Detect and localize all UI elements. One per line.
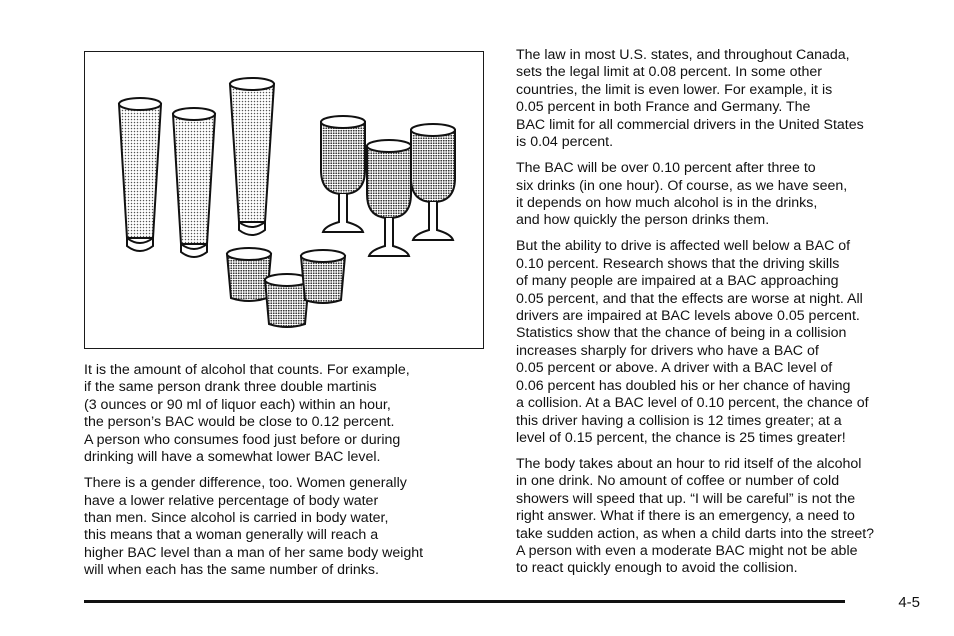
beer-glass-1 (119, 98, 161, 251)
paragraph-gender-difference: There is a gender difference, too. Women generally have a lower relative percentage of body water than men. Since alcohol is carried in body water, this means that a woman generally will reach a higher BAC level than a man of her same body weight will when each has the same number of drinks. (84, 475, 424, 579)
paragraph-driving-impairment: But the ability to drive is affected well below a BAC of 0.10 percent. Research shows that the driving skills of many people are impaired at a BAC approaching 0.05 percent, and that the effects are worse at night. All drivers are impaired at BAC levels above 0.05 percent. Statistics show that the chance of being in a collision increases sharply for drivers who have a BAC of 0.05 percent or above. A driver with a BAC level of 0.06 percent has doubled his or her chance of having a collision. At a BAC level of 0.10 percent, the chance of this driver having a collision is 12 times greater; at a level of 0.15 percent, the chance is 25 times greater! (516, 238, 869, 446)
left-text-column (84, 362, 484, 588)
paragraph-alcohol-amount: It is the amount of alcohol that counts. For example, if the same person drank three double martinis (3 ounces or 90 ml of liquor each) within an hour, the person’s BAC would be close to 0.12 percent. A person who consumes food just before or during drinking will have a somewhat lower BAC level. (84, 362, 410, 466)
paragraph-bac-drinks: The BAC will be over 0.10 percent after three to six drinks (in one hour). Of course, as we have seen, it depends on how much alcohol is in the drinks, and how quickly the person drinks them. (516, 160, 848, 229)
drinks-illustration (84, 51, 484, 349)
beer-glass-3 (230, 78, 274, 235)
footer-rule (84, 600, 845, 603)
beer-glass-2 (173, 108, 215, 257)
shot-glass-1 (227, 248, 271, 301)
page-number: 4-5 (898, 594, 920, 611)
paragraph-legal-limit: The law in most U.S. states, and throughout Canada, sets the legal limit at 0.08 percent. In some other countries, the limit is even lower. For example, it is 0.05 percent in both France and Germany. The BAC limit for all commercial drivers in the United States is 0.04 percent. (516, 47, 864, 151)
wine-glass-1 (321, 116, 365, 232)
drinks-drawing (85, 52, 485, 350)
wine-glass-2 (367, 140, 411, 256)
right-text-column (516, 47, 926, 587)
shot-glass-3 (301, 250, 345, 303)
paragraph-body-processing: The body takes about an hour to rid itself of the alcohol in one drink. No amount of coffee or number of cold showers will speed that up. “I will be careful” is not the right answer. What if there is an emergency, a need to take sudden action, as when a child darts into the street? A person with even a moderate BAC might not be able to react quickly enough to avoid the collision. (516, 456, 875, 577)
wine-glass-3 (411, 124, 455, 240)
